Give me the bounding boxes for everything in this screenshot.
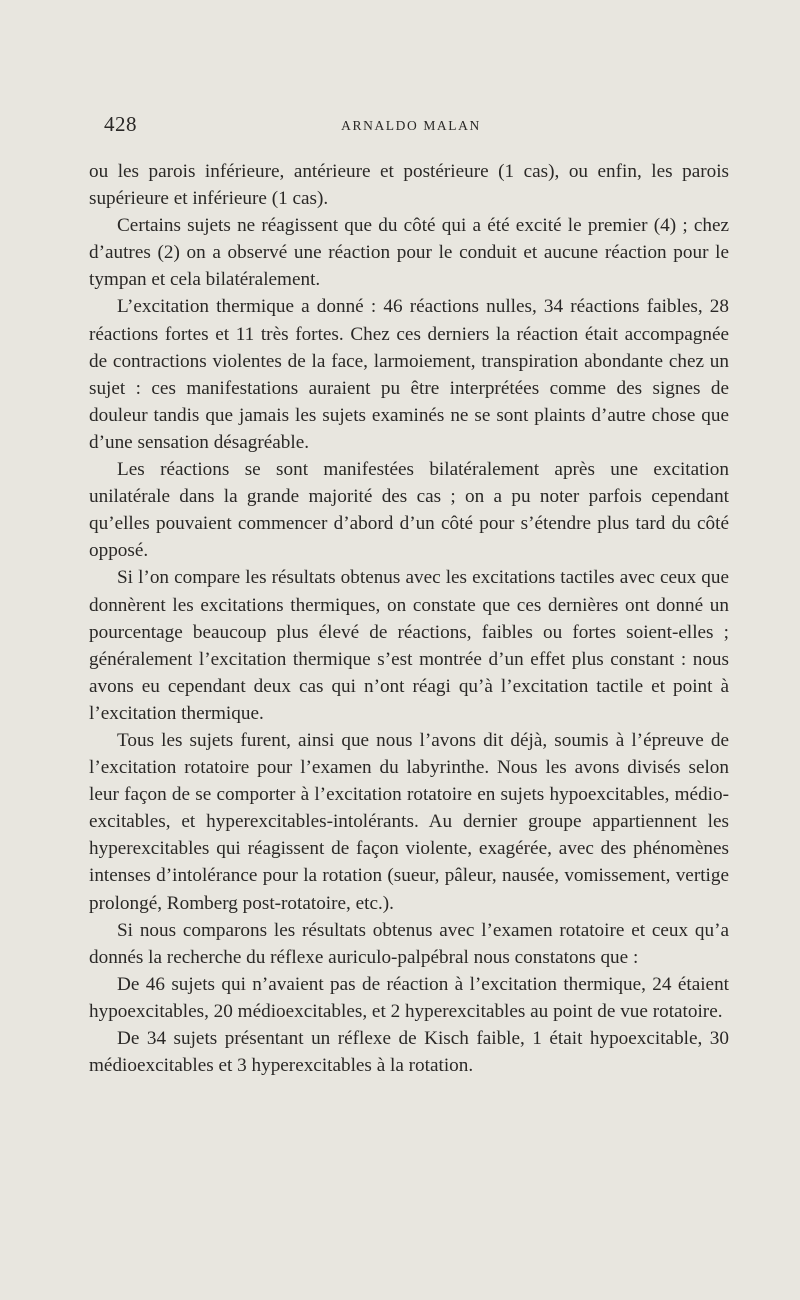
- page-header: [104, 112, 718, 142]
- paragraph-weak-kisch-subjects: De 34 sujets présentant un réflexe de Kisch faible, 1 était hypoexcitable, 30 médioexcitables et 3 hyperexcitables à la rotation.: [89, 1028, 729, 1077]
- paragraph-continuation: ou les parois inférieure, antérieure et postérieure (1 cas), ou enfin, les parois supérieure et inférieure (1 cas).: [89, 161, 729, 210]
- paragraph-unilateral-reaction: Certains sujets ne réagissent que du côté qui a été excité le premier (4) ; chez d’autres (2) on a observé une réaction pour le conduit et aucune réaction pour le tympan et cela bilatéralement.: [89, 215, 729, 291]
- paragraph-thermal-excitation: L’excitation thermique a donné : 46 réactions nulles, 34 réactions faibles, 28 réactions fortes et 11 très fortes. Chez ces derniers la réaction était accompagnée de contractions violentes de la face, larmoiement, transpiration abondante chez un sujet : ces manifestations auraient pu être interprétées comme des signes de douleur tandis que jamais les sujets examinés ne se sont plaints d’autre chose que d’une sensation désagréable.: [89, 296, 729, 453]
- paragraph-no-reaction-subjects: De 46 sujets qui n’avaient pas de réaction à l’excitation thermique, 24 étaient hypoexcitables, 20 médioexcitables, et 2 hyperexcitables au point de vue rotatoire.: [89, 973, 729, 1022]
- paragraph-comparison-intro: Si nous comparons les résultats obtenus avec l’examen rotatoire et ceux qu’a donnés la recherche du réflexe auriculo-palpébral nous constatons que :: [89, 919, 729, 968]
- page-number: 428: [104, 112, 137, 136]
- body-text: [89, 158, 729, 1079]
- paragraph-rotatory-excitation: Tous les sujets furent, ainsi que nous l’avons dit déjà, soumis à l’épreuve de l’excitation rotatoire pour l’examen du labyrinthe. Nous les avons divisés selon leur façon de se comporter à l’excitation rotatoire en sujets hypoexcitables, médio-excitables, et hyperexcitables-intolérants. Au dernier groupe appartiennent les hyperexcitables qui réagissent de façon violente, exagérée, avec des phénomènes intenses d’intolérance pour la rotation (sueur, pâleur, nausée, vomissement, vertige prolongé, Romberg post-rotatoire, etc.).: [89, 729, 729, 914]
- paragraph-comparison-tactile-thermal: Si l’on compare les résultats obtenus avec les excitations tactiles avec ceux que donnèrent les excitations thermiques, on constate que ces dernières ont donné un pourcentage beaucoup plus élevé de réactions, faibles ou fortes soient-elles ; généralement l’excitation thermique s’est montrée d’un effet plus constant : nous avons eu cependant deux cas qui n’ont réagi qu’à l’excitation tactile et point à l’excitation thermique.: [89, 567, 729, 724]
- paragraph-bilateral-reactions: Les réactions se sont manifestées bilatéralement après une excitation unilatérale dans la grande majorité des cas ; on a pu noter parfois cependant qu’elles pouvaient commencer d’abord d’un côté pour s’étendre plus tard du côté opposé.: [89, 459, 729, 562]
- running-title: ARNALDO MALAN: [341, 118, 481, 133]
